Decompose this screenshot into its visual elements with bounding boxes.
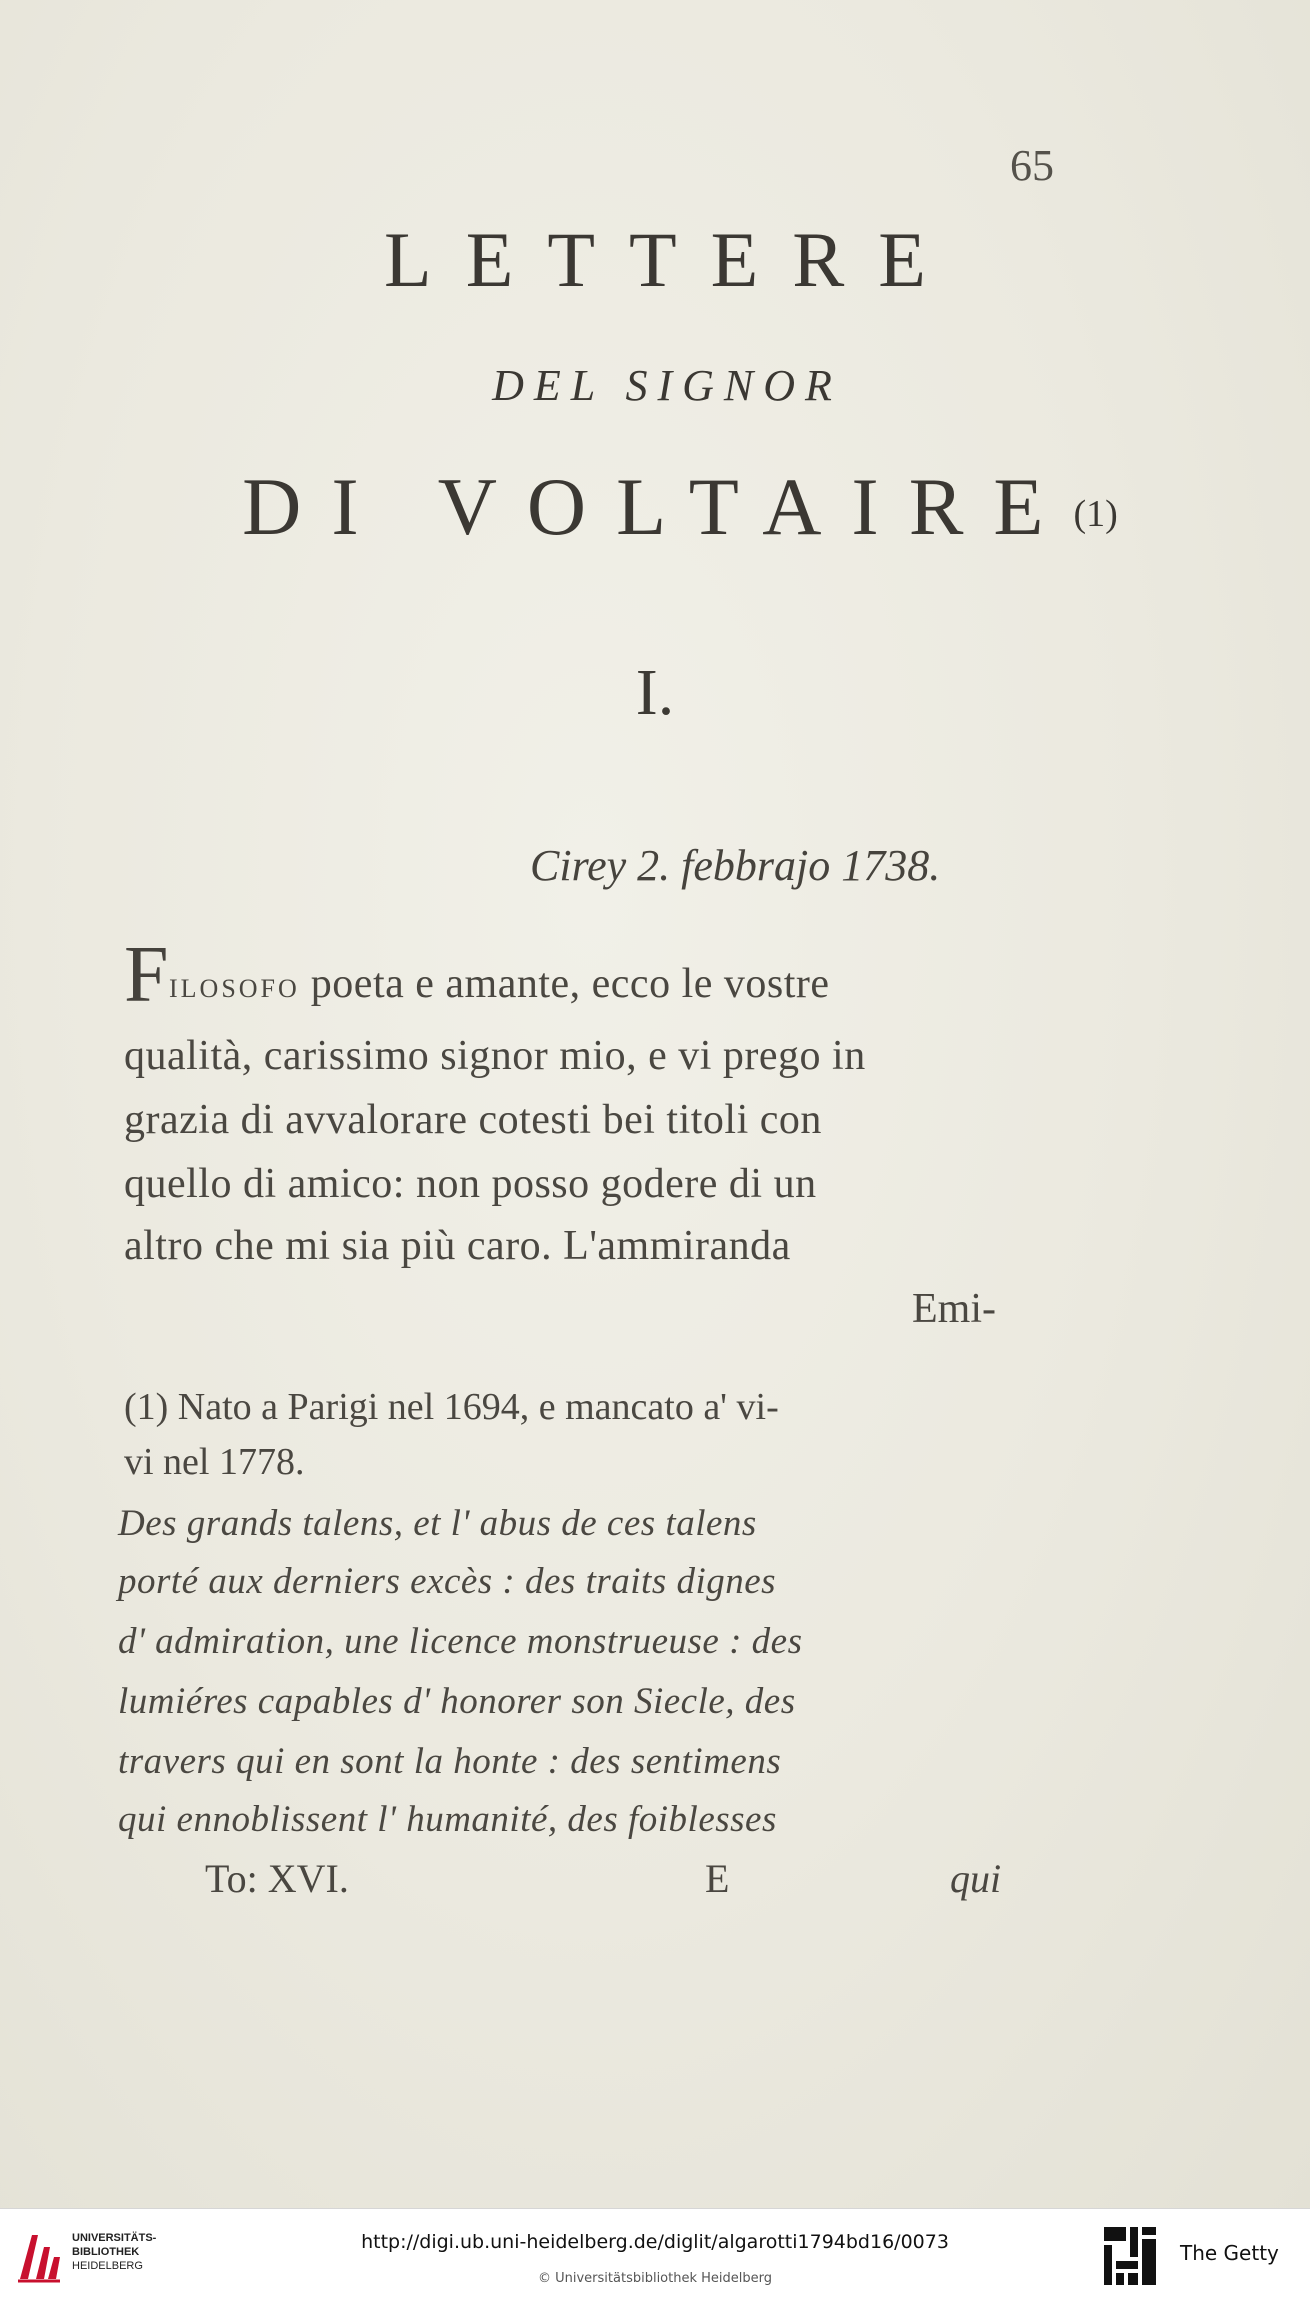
title-footnote-mark: (1): [1073, 493, 1118, 535]
body-line-5: altro che mi sia più caro. L'ammiranda: [124, 1223, 791, 1269]
title-di-voltaire-text: DI VOLTAIRE: [242, 461, 1074, 552]
footnote-italic-line-3: d' admiration, une licence monstrueuse : des: [118, 1621, 803, 1662]
body-line-1-rest: poeta e amante, ecco le vostre: [299, 961, 830, 1007]
page-number: 65: [1010, 141, 1054, 190]
footnote-line-2: vi nel 1778.: [124, 1441, 305, 1483]
signature-catchword: qui: [950, 1856, 1002, 1901]
footnote-italic-line-4: lumiéres capables d' honorer son Siecle, des: [118, 1681, 796, 1722]
permalink-url[interactable]: http://digi.ub.uni-heidelberg.de/diglit/algarotti1794bd16/0073: [361, 2231, 949, 2253]
footnote-italic-line-2: porté aux derniers excès : des traits dignes: [118, 1561, 777, 1602]
first-word-smallcaps: ILOSOFO: [169, 974, 300, 1003]
title-lettere: LETTERE: [384, 216, 960, 303]
sheet-signature: E: [705, 1856, 730, 1901]
drop-cap: F: [124, 931, 169, 1019]
letter-numeral: I.: [635, 656, 675, 729]
body-line-3: grazia di avvalorare cotesti bei titoli con: [124, 1097, 822, 1143]
title-del-signor: DEL SIGNOR: [492, 361, 842, 410]
body-line-4: quello di amico: non posso godere di un: [124, 1161, 817, 1207]
footnote-italic-line-6: qui ennoblissent l' humanité, des foiblesses: [118, 1799, 777, 1840]
partner-name: The Getty: [1180, 2241, 1279, 2265]
footnote-line-1: (1) Nato a Parigi nel 1694, e mancato a' vi-: [124, 1386, 779, 1428]
footnote-italic-line-5: travers qui en sont la honte : des sentimens: [118, 1741, 782, 1782]
getty-logo-icon: [1100, 2223, 1160, 2293]
library-name-line-2: BIBLIOTHEK: [72, 2246, 140, 2258]
library-name-line-1: UNIVERSITÄTS-: [72, 2232, 157, 2244]
volume-signature: To: XVI.: [205, 1856, 349, 1901]
footnote-italic-line-1: Des grands talens, et l' abus de ces talens: [118, 1503, 757, 1544]
catchword-emi: Emi-: [912, 1286, 996, 1332]
viewer-footer: [0, 2208, 1310, 2302]
body-line-1: [124, 931, 830, 1019]
library-name-line-3: HEIDELBERG: [72, 2260, 143, 2272]
title-di-voltaire: [0, 460, 1310, 554]
dateline: Cirey 2. febbrajo 1738.: [530, 841, 941, 890]
copyright-notice: © Universitätsbibliothek Heidelberg: [537, 2271, 772, 2286]
body-line-2: qualità, carissimo signor mio, e vi prego in: [124, 1033, 866, 1079]
